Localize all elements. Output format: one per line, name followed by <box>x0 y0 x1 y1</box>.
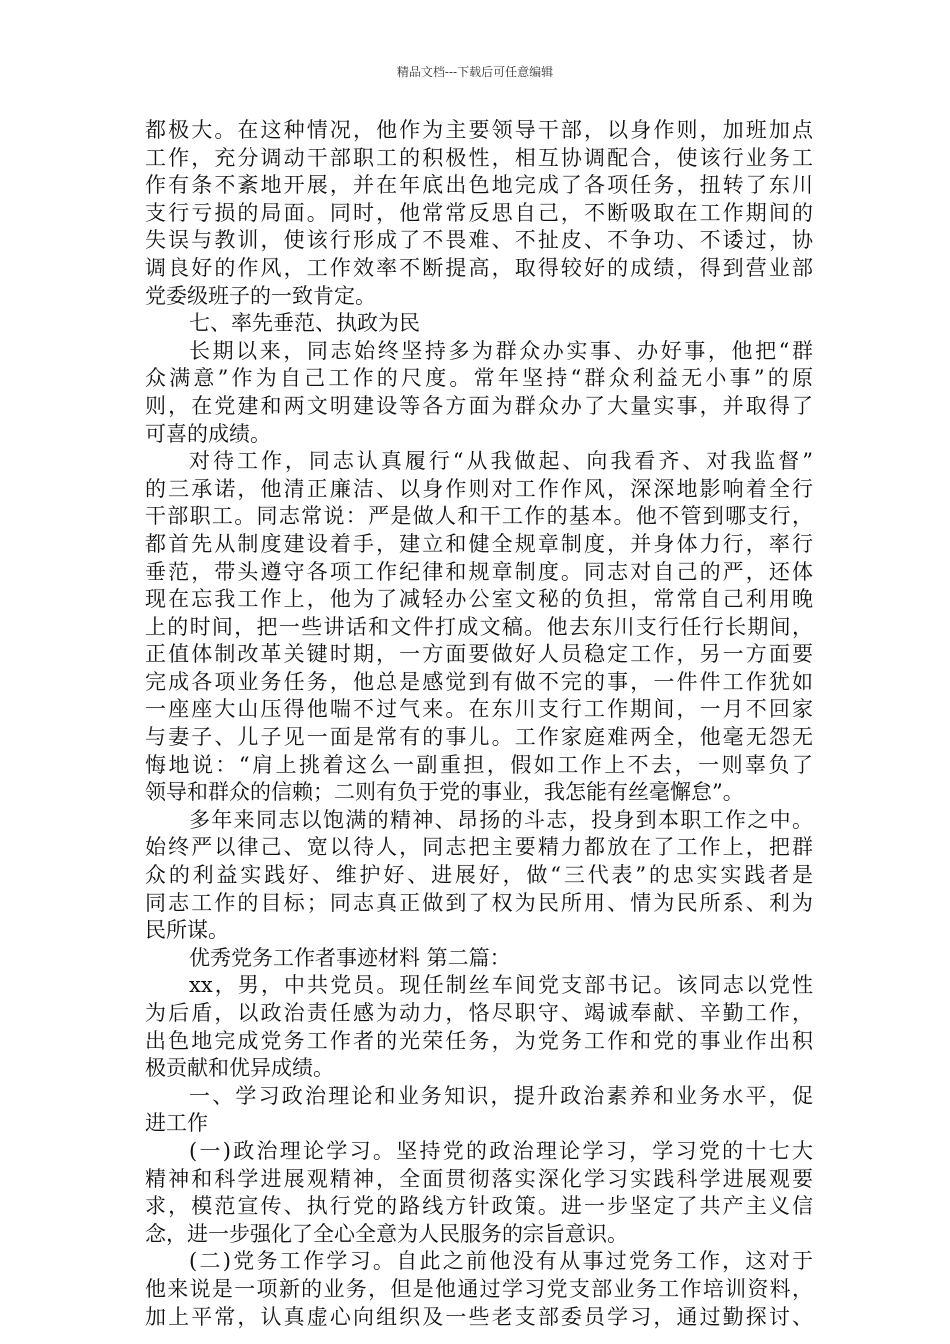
text-line: 悔地说：“肩上挑着这么一副重担，假如工作上不去，一则辜负了 <box>145 752 813 777</box>
text-line: 念，进一步强化了全心全意为人民服务的宗旨意识。 <box>145 1221 628 1246</box>
text-line: 都极大。在这种情况，他作为主要领导干部，以身作则，加班加点 <box>145 118 813 142</box>
text-line: 与妻子、儿子见一面是常有的事儿。工作家庭难两全，他毫无怨无 <box>145 725 813 750</box>
text-line: 一、学习政治理论和业务知识，提升政治素养和业务水平，促 <box>189 1083 813 1108</box>
text-line: 多年来同志以饱满的精神、昂扬的斗志，投身到本职工作之中。 <box>189 807 813 832</box>
text-line: 众的利益实践好、维护好、进展好，做“三代表”的忠实实践者是 <box>145 863 813 888</box>
text-line: 极贡献和优异成绩。 <box>145 1056 334 1081</box>
text-line: 出色地完成党务工作者的光荣任务，为党务工作和党的事业作出积 <box>145 1028 813 1053</box>
text-line: 他来说是一项新的业务，但是他通过学习党支部业务工作培训资料， <box>145 1276 813 1301</box>
text-line: 正值体制改革关键时期，一方面要做好人员稳定工作，另一方面要 <box>145 642 813 667</box>
page-header: 精品文档---下载后可任意编辑 <box>396 65 554 79</box>
text-line: 工作，充分调动干部职工的积极性，相互协调配合，使该行业务工 <box>145 145 813 170</box>
text-line: 民所谋。 <box>145 918 229 943</box>
text-line: 干部职工。同志常说：严是做人和干工作的基本。他不管到哪支行， <box>145 504 813 529</box>
text-line: 现在忘我工作上，他为了减轻办公室文秘的负担，常常自己利用晚 <box>145 587 813 612</box>
text-line: 完成各项业务任务，他总是感觉到有做不完的事，一件件工作犹如 <box>145 669 813 694</box>
text-line: 可喜的成绩。 <box>145 421 271 446</box>
text-line: 垂范，带头遵守各项工作纪律和规章制度。同志对自己的严，还体 <box>145 559 813 584</box>
text-line: 进工作 <box>145 1111 208 1136</box>
text-line: 求，模范宣传、执行党的路线方针政策。进一步坚定了共产主义信 <box>145 1194 813 1219</box>
text-line: 领导和群众的信赖；二则有负于党的事业，我怎能有丝毫懈怠”。 <box>145 780 744 805</box>
text-line: 则，在党建和两文明建设等各方面为群众办了大量实事，并取得了 <box>145 393 813 418</box>
text-line: 七、率先垂范、执政为民 <box>189 311 420 336</box>
text-line: 为后盾，以政治责任感为动力，恪尽职守、竭诚奉献、辛勤工作， <box>145 1001 813 1025</box>
text-line: 的三承诺，他清正廉洁、以身作则对工作作风，深深地影响着全行 <box>145 476 813 501</box>
text-line: xx，男，中共党员。现任制丝车间党支部书记。该同志以党性 <box>189 973 813 998</box>
text-line: 精神和科学进展观精神，全面贯彻落实深化学习实践科学进展观要 <box>145 1166 813 1191</box>
text-line: 一座座大山压得他喘不过气来。在东川支行工作期间，一月不回家 <box>145 697 813 722</box>
text-line: 同志工作的目标；同志真正做到了权为民所用、情为民所系、利为 <box>145 890 813 915</box>
text-line: 众满意”作为自己工作的尺度。常年坚持“群众利益无小事”的原 <box>145 366 813 391</box>
text-line: 失误与教训，使该行形成了不畏难、不扯皮、不争功、不诿过，协 <box>145 228 813 253</box>
text-line: 作有条不紊地开展，并在年底出色地完成了各项任务，扭转了东川 <box>145 173 813 198</box>
text-line: 都首先从制度建设着手，建立和健全规章制度，并身体力行，率行 <box>145 531 813 556</box>
text-line: 加上平常，认真虚心向组织及一些老支部委员学习，通过勤探讨、 <box>145 1304 813 1329</box>
text-line: (二)党务工作学习。自此之前他没有从事过党务工作，这对于 <box>189 1249 813 1274</box>
text-line: 上的时间，把一些讲话和文件打成文稿。他去东川支行任行长期间， <box>145 614 813 639</box>
text-line: (一)政治理论学习。坚持党的政治理论学习，学习党的十七大 <box>189 1138 813 1163</box>
text-line: 始终严以律己、宽以待人，同志把主要精力都放在了工作上，把群 <box>145 835 813 860</box>
document-body <box>145 117 813 1331</box>
text-line: 长期以来，同志始终坚持多为群众办实事、办好事，他把“群 <box>189 338 813 363</box>
text-line: 党委级班子的一致肯定。 <box>145 283 376 308</box>
text-line: 优秀党务工作者事迹材料 第二篇： <box>189 945 511 970</box>
text-line: 调良好的作风，工作效率不断提高，取得较好的成绩，得到营业部 <box>145 255 813 280</box>
text-line: 对待工作，同志认真履行“从我做起、向我看齐、对我监督” <box>189 449 813 474</box>
text-line: 支行亏损的局面。同时，他常常反思自己，不断吸取在工作期间的 <box>145 200 813 225</box>
